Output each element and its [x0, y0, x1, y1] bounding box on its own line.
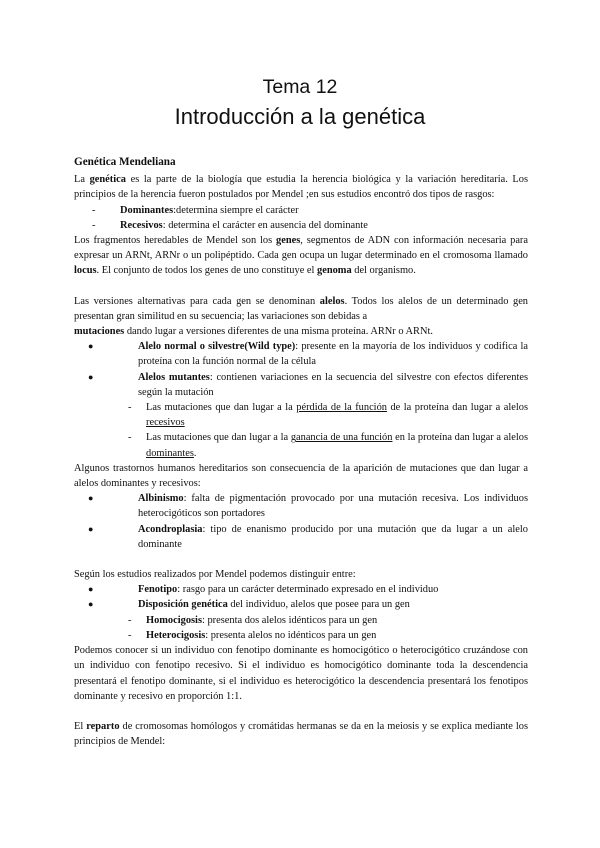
- list-item: ● Disposición genética del individuo, alelos que posee para un gen: [88, 599, 410, 611]
- title-tema: Tema 12: [262, 76, 338, 98]
- document-body: [74, 155, 528, 749]
- list-item: - Las mutaciones que dan lugar a la ganancia de una función en la proteína dan lugar a alelos dominantes.: [128, 432, 529, 459]
- list-item: - Recesivos: determina el carácter en ausencia del dominante: [92, 219, 368, 231]
- title-main: Introducción a la genética: [174, 104, 426, 129]
- paragraph-alelos: Las versiones alternativas para cada gen se denominan alelos. Todos los alelos de un determinado gen presentan gran similitud en su secuencia; las variaciones son debidas a: [74, 295, 528, 322]
- paragraph-genetica: La genética es la parte de la biología que estudia la herencia biológica y la variación hereditaria. Los principios de la herencia fueron postulados por Mendel ;en sus estudios encontró dos tipos de rasgos:: [74, 174, 529, 201]
- paragraph-genes: Los fragmentos heredables de Mendel son los genes, segmentos de ADN con información necesaria para expresar un ARNt, ARNr o un polipéptido. Cada gen ocupa un lugar determinado en el cromosoma llamado locus. El conjunto de todos los genes de uno constituye el genoma del organismo.: [74, 235, 528, 277]
- list-item: ● Albinismo: falta de pigmentación provocado por una mutación recesiva. Los individuos heterocigóticos son portadores: [88, 493, 528, 520]
- section-heading: Genética Mendeliana: [74, 156, 176, 168]
- list-item: - Dominantes:determina siempre el carácter: [92, 204, 299, 216]
- paragraph-mendel: Según los estudios realizados por Mendel podemos distinguir entre:: [74, 569, 356, 581]
- list-item: - Las mutaciones que dan lugar a la pérdida de la función de la proteína dan lugar a alelos recesivos: [128, 402, 528, 429]
- list-item: - Homocigosis: presenta dos alelos idénticos para un gen: [128, 614, 378, 626]
- list-item: ● Acondroplasia: tipo de enanismo producido por una mutación que da lugar a un alelo dominante: [88, 523, 528, 550]
- list-item: ● Alelos mutantes: contienen variaciones en la secuencia del silvestre con efectos diferentes según la mutación: [88, 371, 528, 398]
- paragraph-reparto: El reparto de cromosomas homólogos y cromátidas hermanas se da en la meiosis y se explica mediante los principios de Mendel:: [74, 720, 528, 748]
- paragraph-mutaciones: mutaciones dando lugar a versiones diferentes de una misma proteína. ARNr o ARNt.: [74, 326, 433, 338]
- paragraph-trastornos: Algunos trastornos humanos hereditarios son consecuencia de la aparición de mutaciones que dan lugar a alelos dominantes y recesivos:: [74, 462, 528, 490]
- list-item: - Heterocigosis: presenta alelos no idénticos para un gen: [128, 629, 377, 641]
- paragraph-cruzamiento: Podemos conocer si un individuo con fenotipo dominante es homocigótico o heterocigótico cruzándose con un individuo con fenotipo recesivo. Si el individuo es homocigótico dominante toda la descendencia presentará el fenotipo dominante, si el individuo es heterocigótico la descendencia presentará los fenotipos dominante y recesivo en proporción 1:1.: [74, 645, 528, 702]
- list-item: ● Alelo normal o silvestre(Wild type): presente en la mayoría de los individuos y codifica la proteína con la función normal de la célula: [88, 341, 528, 368]
- list-item: ● Fenotipo: rasgo para un carácter determinado expresado en el individuo: [88, 584, 439, 596]
